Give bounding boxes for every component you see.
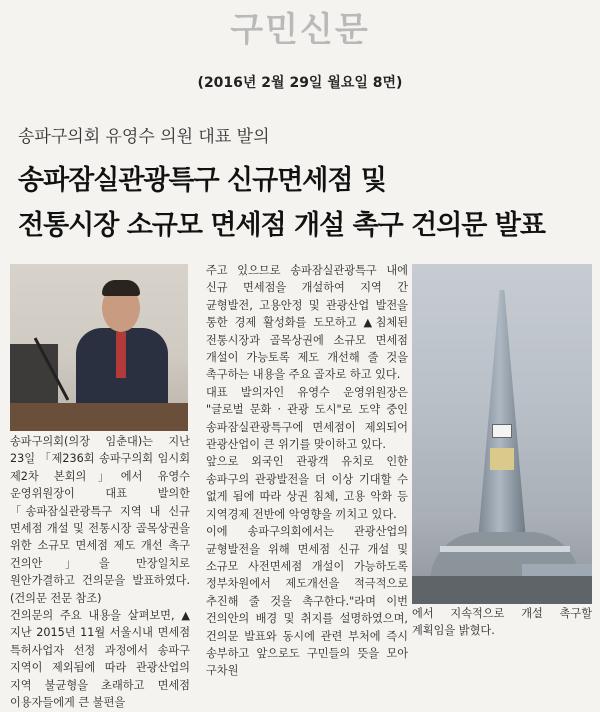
headline-line-1: 송파잠실관광특구 신규면세점 및 xyxy=(18,165,386,196)
ground xyxy=(412,576,592,604)
dateline: (2016년 2월 29일 월요일 8면) xyxy=(197,75,403,91)
flag-banner xyxy=(492,424,512,438)
photo-background-equipment xyxy=(10,344,58,404)
paragraph: 이에 송파구의회에서는 관광산업의 균형발전을 위해 면세점 신규 개설 및 소규모 사전면세점 개설이 가능하도록 정부차원에서 제도개선을 적극적으로 추진해 줄 것을 촉구한다."라며 이번 건의안의 배경 및 취지를 설명하였으며, 건의문 발표와 동시에 관련 부처에 즉시 송부하고 앞으로도 구민들의 뜻을 모아 구차원 xyxy=(206,525,408,678)
article-column-right xyxy=(412,605,592,640)
paragraph: 에서 지속적으로 개설 촉구할 계획임을 밝혔다. xyxy=(412,607,592,638)
mall-facade-band xyxy=(440,546,570,552)
headline-line-2: 전통시장 소규모 면세점 개설 촉구 건의문 발표 xyxy=(18,210,545,241)
speaker-photo xyxy=(10,264,188,431)
podium xyxy=(10,403,188,431)
tower-photo xyxy=(412,264,592,604)
speaker-hair xyxy=(102,280,140,296)
paragraph: 건의문의 주요 내용을 살펴보면, ▲지난 2015년 11월 서울시내 면세점 특허사업자 선정 과정에서 송파구 지역이 제외됨에 따라 관광산업의 지역 불균형을 초래하고 면세점 이용자들에게 큰 불편을 xyxy=(10,609,190,710)
article-subheading: 송파구의회 유영수 의원 대표 발의 xyxy=(18,127,270,147)
skyscraper xyxy=(478,290,526,540)
article-column-left xyxy=(10,433,190,712)
paragraph: 대표 발의자인 유영수 운영위원장은 "글로벌 문화 · 관광 도시"로 도약 중인 송파잠실관광특구에 면세점이 제외되어 관광산업이 큰 위기를 맞이하고 있다. xyxy=(206,385,408,452)
speaker-tie xyxy=(116,332,126,378)
river xyxy=(522,564,592,576)
tower-banner-sign xyxy=(490,448,514,470)
paragraph: 앞으로 외국인 관광객 유치로 인한 송파구의 관광발전을 더 이상 기대할 수 없게 됨에 따라 상권 침체, 고용 악화 등 지역경제 전반에 악영향을 끼치고 있다. xyxy=(206,455,408,521)
article-column-middle xyxy=(206,262,408,680)
paragraph: 송파구의회(의장 임춘대)는 지난 23일 「제236회 송파구의회 임시회 제2차 본회의」에서 유영수 운영위원장이 대표 발의한 「송파잠실관광특구 지역 내 신규 면세점 개설 및 전통시장 골목상권을 위한 소규모 면세점 제도 개선 촉구 건의안」을 만장일치로 원안가결하고 건의문을 발표하였다.(건의문 전문 참조) xyxy=(10,435,190,605)
newspaper-masthead: 구민신문 xyxy=(230,10,370,50)
paragraph: 주고 있으므로 송파잠실관광특구 내에 신규 면세점을 개설하여 지역 간 균형발전, 고용안정 및 관광산업 발전을 통한 경제 활성화를 도모하고 ▲침체된 전통시장과 골목상권에 소규모 면세점 개설이 가능토록 제도 개선해 줄 것을 촉구하는 내용을 주요 골자로 하고 있다. xyxy=(206,264,408,382)
